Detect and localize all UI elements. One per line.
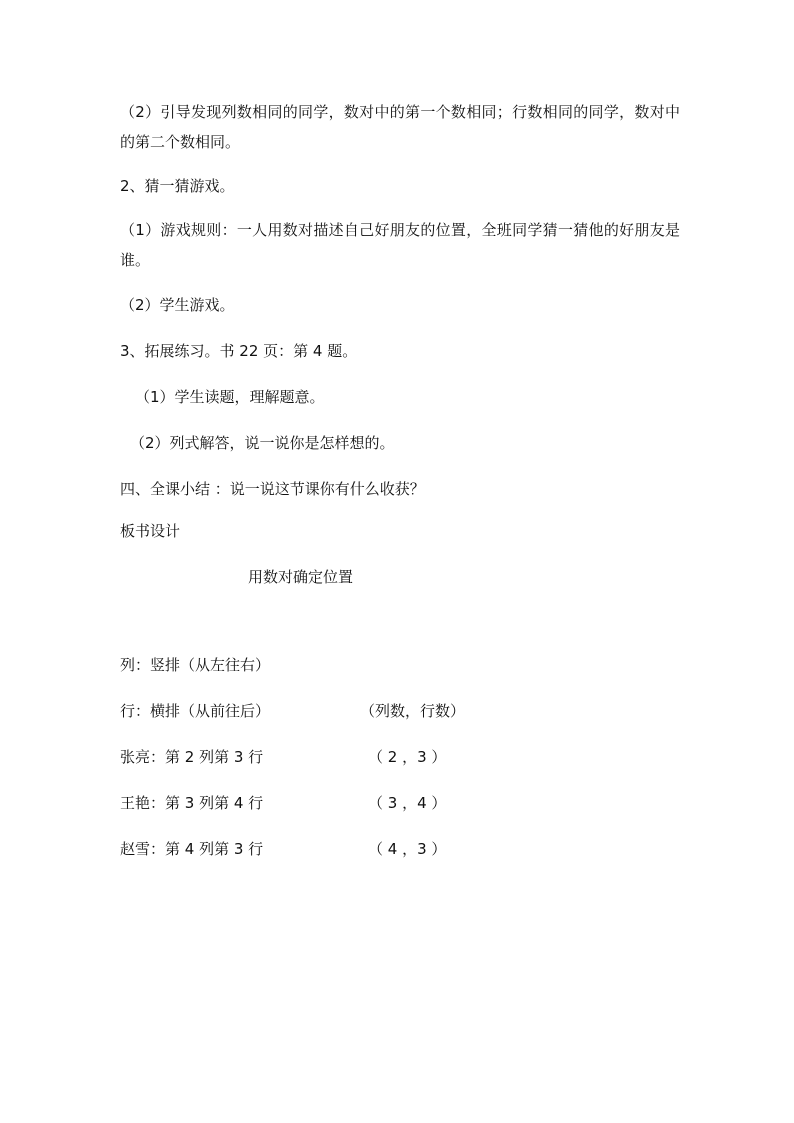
board-entry-pair: （ 4 ，3 ）	[368, 840, 447, 858]
paragraph-discovery: （2）引导发现列数相同的同学，数对中的第一个数相同；行数相同的同学，数对中的第二个数相同。	[120, 103, 680, 151]
board-entry-pair: （ 2 ，3 ）	[368, 748, 447, 766]
paragraph-student-game: （2）学生游戏。	[120, 296, 235, 314]
board-row-definition: 行：横排（从前往后）	[120, 702, 271, 720]
heading-extension-practice: 3、拓展练习。书 22 页：第 4 题。	[120, 342, 358, 360]
board-entry-pair: （ 3 ，4 ）	[368, 794, 447, 812]
heading-summary: 四、全课小结 ：说一说这节课你有什么收获？	[120, 480, 425, 498]
board-title: 用数对确定位置	[248, 568, 354, 586]
heading-guess-game: 2、猜一猜游戏。	[120, 177, 235, 195]
board-entry-name: 张亮：第 2 列第 3 行	[120, 748, 264, 766]
board-entry-name: 王艳：第 3 列第 4 行	[120, 794, 264, 812]
board-entry-name: 赵雪：第 4 列第 3 行	[120, 840, 264, 858]
heading-board-design: 板书设计	[120, 522, 181, 540]
board-pair-definition: （列数，行数）	[360, 702, 466, 720]
paragraph-solve: （2）列式解答，说一说你是怎样想的。	[130, 434, 395, 452]
board-column-definition: 列：竖排（从左往右）	[120, 656, 271, 674]
paragraph-game-rules: （1）游戏规则：一人用数对描述自己好朋友的位置，全班同学猜一猜他的好朋友是谁。	[120, 221, 680, 269]
paragraph-read-question: （1）学生读题，理解题意。	[135, 388, 325, 406]
